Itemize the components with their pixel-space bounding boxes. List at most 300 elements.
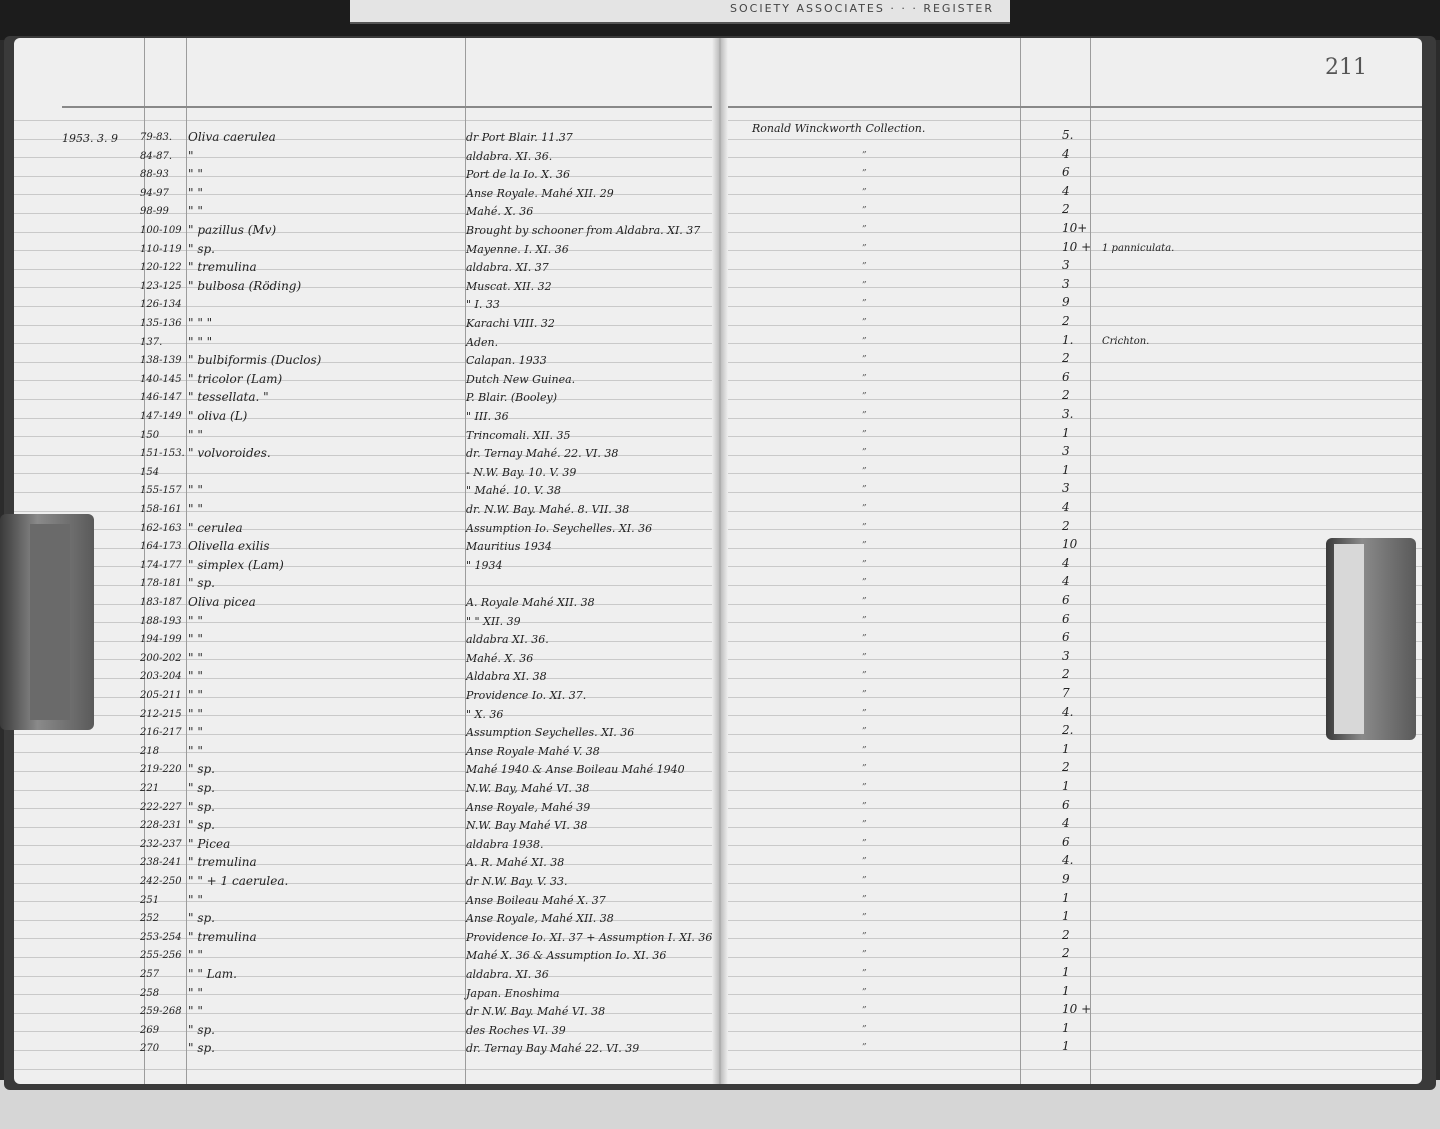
- ruled-line: [14, 1013, 720, 1014]
- ditto-mark: ”: [862, 671, 867, 681]
- page-number: 211: [1325, 55, 1367, 80]
- species-name: " ": [188, 893, 203, 907]
- registration-number: 94-97: [140, 188, 169, 199]
- locality: " X. 36: [466, 708, 504, 721]
- registration-number: 257: [140, 969, 160, 980]
- registration-number: 200-202: [140, 653, 182, 664]
- ruled-line: [14, 306, 720, 307]
- ruled-line: [720, 883, 1422, 884]
- collection-name: Ronald Winckworth Collection.: [752, 122, 926, 135]
- ditto-mark: ”: [862, 616, 867, 626]
- ruled-line: [720, 566, 1422, 567]
- ditto-mark: ”: [862, 802, 867, 812]
- registration-number: 146-147: [140, 392, 182, 403]
- species-name: Oliva picea: [188, 595, 256, 609]
- locality: " I. 33: [466, 298, 500, 311]
- ruled-line: [720, 808, 1422, 809]
- ruled-line: [14, 808, 720, 809]
- species-name: " oliva (L): [188, 409, 248, 423]
- ruled-line: [14, 920, 720, 921]
- locality: Anse Royale. Mahé XII. 29: [466, 187, 614, 200]
- registration-number: 150: [140, 430, 160, 441]
- registration-number: 242-250: [140, 876, 182, 887]
- registration-number: 216-217: [140, 727, 182, 738]
- ditto-mark: ”: [862, 764, 867, 774]
- species-name: " ": [188, 669, 203, 683]
- ditto-mark: ”: [862, 244, 867, 254]
- ruled-line: [14, 901, 720, 902]
- locality: Mahé. X. 36: [466, 205, 534, 218]
- locality: - N.W. Bay. 10. V. 39: [466, 466, 577, 479]
- ruled-line: [720, 845, 1422, 846]
- locality: Anse Royale Mahé V. 38: [466, 745, 600, 758]
- clip-face: [1334, 544, 1364, 734]
- ruled-line: [720, 269, 1422, 270]
- ditto-mark: ”: [862, 820, 867, 830]
- ruled-line: [14, 994, 720, 995]
- locality: Aden.: [466, 336, 499, 349]
- registration-number: 84-87.: [140, 151, 173, 162]
- registration-number: 194-199: [140, 634, 182, 645]
- ditto-mark: ”: [862, 969, 867, 979]
- ruled-line: [720, 641, 1422, 642]
- specimen-count: 2: [1062, 667, 1070, 681]
- registration-number: 162-163: [140, 523, 182, 534]
- locality: aldabra. XI. 36: [466, 968, 549, 981]
- ditto-mark: ”: [862, 932, 867, 942]
- locality: dr. Ternay Bay Mahé 22. VI. 39: [466, 1042, 640, 1055]
- species-name: " tricolor (Lam): [188, 372, 283, 386]
- ruled-line: [14, 250, 720, 251]
- specimen-count: 3: [1062, 258, 1070, 272]
- species-name: " ": [188, 167, 203, 181]
- ruled-line: [14, 157, 720, 158]
- species-name: " ": [188, 688, 203, 702]
- locality: Dutch New Guinea.: [466, 373, 576, 386]
- species-name: Olivella exilis: [188, 539, 270, 553]
- species-name: " ": [188, 428, 203, 442]
- ruled-line: [14, 864, 720, 865]
- registration-number: 222-227: [140, 802, 182, 813]
- ditto-mark: ”: [862, 374, 867, 384]
- ruled-line: [720, 176, 1422, 177]
- right-binder-clip: [1326, 538, 1416, 740]
- specimen-count: 1.: [1062, 333, 1074, 347]
- registration-number: 251: [140, 895, 160, 906]
- species-name: " tremulina: [188, 930, 257, 944]
- ruled-line: [720, 120, 1422, 121]
- ruled-line: [14, 883, 720, 884]
- ruled-line: [14, 176, 720, 177]
- locality: N.W. Bay, Mahé VI. 38: [466, 782, 590, 795]
- locality: aldabra. XI. 37: [466, 261, 549, 274]
- specimen-count: 4: [1062, 574, 1070, 588]
- ruled-line: [720, 1069, 1422, 1070]
- ruled-line: [720, 436, 1422, 437]
- locality: Assumption Io. Seychelles. XI. 36: [466, 522, 653, 535]
- registration-number: 205-211: [140, 690, 182, 701]
- ruled-line: [14, 715, 720, 716]
- ruled-line: [14, 436, 720, 437]
- locality: N.W. Bay Mahé VI. 38: [466, 819, 588, 832]
- species-name: Oliva caerulea: [188, 130, 276, 144]
- left-page: [14, 38, 720, 1084]
- species-name: " pazillus (Mv): [188, 223, 277, 237]
- specimen-count: 2: [1062, 388, 1070, 402]
- locality: Mahé 1940 & Anse Boileau Mahé 1940: [466, 763, 685, 776]
- ditto-mark: ”: [862, 839, 867, 849]
- ditto-mark: ”: [862, 578, 867, 588]
- registration-number: 188-193: [140, 616, 182, 627]
- locality: Muscat. XII. 32: [466, 280, 552, 293]
- ditto-mark: ”: [862, 151, 867, 161]
- ruled-line: [720, 529, 1422, 530]
- specimen-count: 1: [1062, 965, 1070, 979]
- ruled-line: [14, 343, 720, 344]
- ruled-line: [14, 604, 720, 605]
- ditto-mark: ”: [862, 876, 867, 886]
- ruled-line: [14, 790, 720, 791]
- locality: " " XII. 39: [466, 615, 521, 628]
- registration-number: 232-237: [140, 839, 182, 850]
- species-name: " sp.: [188, 576, 215, 590]
- specimen-count: 1: [1062, 463, 1070, 477]
- ruled-line: [14, 678, 720, 679]
- ruled-line: [720, 157, 1422, 158]
- species-name: " ": [188, 502, 203, 516]
- specimen-count: 2: [1062, 202, 1070, 216]
- ruled-line: [720, 976, 1422, 977]
- ruled-line: [720, 994, 1422, 995]
- registration-number: 140-145: [140, 374, 182, 385]
- registration-number: 88-93: [140, 169, 169, 180]
- ditto-mark: ”: [862, 913, 867, 923]
- ditto-mark: ”: [862, 783, 867, 793]
- species-name: " ": [188, 744, 203, 758]
- species-name: " ": [188, 986, 203, 1000]
- species-name: " ": [188, 948, 203, 962]
- species-name: " ": [188, 651, 203, 665]
- registration-number: 151-153.: [140, 448, 185, 459]
- ditto-mark: ”: [862, 1025, 867, 1035]
- remark: Crichton.: [1102, 336, 1150, 347]
- ruled-line: [720, 938, 1422, 939]
- registration-number: 252: [140, 913, 160, 924]
- locality: Calapan. 1933: [466, 354, 547, 367]
- header-rule: [62, 106, 720, 108]
- locality: Aldabra XI. 38: [466, 670, 547, 683]
- registration-number: 98-99: [140, 206, 169, 217]
- ruled-line: [720, 455, 1422, 456]
- registration-number: 221: [140, 783, 160, 794]
- ruled-line: [14, 1069, 720, 1070]
- registration-number: 154: [140, 467, 160, 478]
- ruled-line: [720, 1050, 1422, 1051]
- registration-number: 238-241: [140, 857, 182, 868]
- registration-number: 218: [140, 746, 160, 757]
- ditto-mark: ”: [862, 1043, 867, 1053]
- specimen-count: 1: [1062, 426, 1070, 440]
- ruled-line: [720, 213, 1422, 214]
- ditto-mark: ”: [862, 727, 867, 737]
- species-name: " sp.: [188, 781, 215, 795]
- locality: dr. Ternay Mahé. 22. VI. 38: [466, 447, 619, 460]
- ruled-line: [14, 585, 720, 586]
- species-name: " ": [188, 614, 203, 628]
- registration-number: 183-187: [140, 597, 182, 608]
- registration-number: 258: [140, 988, 160, 999]
- ditto-mark: ”: [862, 950, 867, 960]
- ditto-mark: ”: [862, 206, 867, 216]
- ruled-line: [720, 697, 1422, 698]
- ditto-mark: ”: [862, 318, 867, 328]
- locality: dr. N.W. Bay. Mahé. 8. VII. 38: [466, 503, 630, 516]
- specimen-count: 3: [1062, 277, 1070, 291]
- ruled-line: [720, 604, 1422, 605]
- ruled-line: [14, 399, 720, 400]
- registration-number: 212-215: [140, 709, 182, 720]
- ruled-line: [14, 269, 720, 270]
- specimen-count: 1: [1062, 779, 1070, 793]
- ruled-line: [14, 139, 720, 140]
- specimen-count: 10+: [1062, 221, 1088, 235]
- ruled-line: [14, 380, 720, 381]
- registration-number: 158-161: [140, 504, 182, 515]
- ruled-line: [720, 194, 1422, 195]
- species-name: " sp.: [188, 800, 215, 814]
- species-name: " " ": [188, 335, 213, 349]
- locality: des Roches VI. 39: [466, 1024, 566, 1037]
- specimen-count: 6: [1062, 165, 1070, 179]
- ditto-mark: ”: [862, 597, 867, 607]
- ruled-line: [720, 622, 1422, 623]
- ruled-line: [720, 362, 1422, 363]
- specimen-count: 2: [1062, 351, 1070, 365]
- ruled-line: [720, 492, 1422, 493]
- locality: Port de la Io. X. 36: [466, 168, 570, 181]
- registration-number: 110-119: [140, 244, 182, 255]
- registration-number: 203-204: [140, 671, 182, 682]
- registration-number: 100-109: [140, 225, 182, 236]
- species-name: " " + 1 caerulea.: [188, 874, 289, 888]
- specimen-count: 4: [1062, 556, 1070, 570]
- ruled-line: [720, 585, 1422, 586]
- locality: A. R. Mahé XI. 38: [466, 856, 565, 869]
- top-paper-scrap: [350, 0, 1010, 24]
- locality: Anse Boileau Mahé X. 37: [466, 894, 606, 907]
- locality: Providence Io. XI. 37.: [466, 689, 587, 702]
- ditto-mark: ”: [862, 225, 867, 235]
- species-name: " sp.: [188, 762, 215, 776]
- registration-number: 138-139: [140, 355, 182, 366]
- species-name: " Picea: [188, 837, 231, 851]
- ditto-mark: ”: [862, 355, 867, 365]
- specimen-count: 1: [1062, 891, 1070, 905]
- ditto-mark: ”: [862, 188, 867, 198]
- locality: dr N.W. Bay. Mahé VI. 38: [466, 1005, 606, 1018]
- ruled-line: [14, 492, 720, 493]
- locality: Mauritius 1934: [466, 540, 552, 553]
- register-date: 1953. 3. 9: [62, 132, 118, 145]
- species-name: ": [188, 149, 194, 163]
- registration-number: 79-83.: [140, 132, 173, 143]
- specimen-count: 9: [1062, 295, 1070, 309]
- specimen-count: 2: [1062, 928, 1070, 942]
- specimen-count: 5.: [1062, 128, 1074, 142]
- ditto-mark: ”: [862, 634, 867, 644]
- ditto-mark: ”: [862, 560, 867, 570]
- ditto-mark: ”: [862, 746, 867, 756]
- specimen-count: 3.: [1062, 407, 1074, 421]
- ruled-line: [720, 957, 1422, 958]
- ruled-line: [14, 827, 720, 828]
- species-name: " ": [188, 204, 203, 218]
- ruled-line: [720, 901, 1422, 902]
- locality: dr Port Blair. 11.37: [466, 131, 573, 144]
- specimen-count: 7: [1062, 686, 1070, 700]
- ruled-line: [720, 827, 1422, 828]
- ditto-mark: ”: [862, 169, 867, 179]
- ruled-line: [14, 418, 720, 419]
- book-gutter: [712, 38, 728, 1084]
- locality: Mahé. X. 36: [466, 652, 534, 665]
- specimen-count: 2: [1062, 519, 1070, 533]
- locality: Mayenne. I. XI. 36: [466, 243, 569, 256]
- locality: " 1934: [466, 559, 503, 572]
- specimen-count: 1: [1062, 1039, 1070, 1053]
- ruled-line: [720, 473, 1422, 474]
- ruled-line: [14, 120, 720, 121]
- right-page: [720, 38, 1422, 1084]
- ditto-mark: ”: [862, 299, 867, 309]
- species-name: " bulbosa (Röding): [188, 279, 302, 293]
- locality: Providence Io. XI. 37 + Assumption I. XI. 36: [466, 931, 713, 944]
- ditto-mark: ”: [862, 485, 867, 495]
- registration-number: 135-136: [140, 318, 182, 329]
- top-scrap-text: SOCIETY ASSOCIATES · · · REGISTER: [730, 2, 994, 15]
- specimen-count: 9: [1062, 872, 1070, 886]
- specimen-count: 3: [1062, 444, 1070, 458]
- specimen-count: 10: [1062, 537, 1078, 551]
- specimen-count: 1: [1062, 1021, 1070, 1035]
- species-name: " ": [188, 1004, 203, 1018]
- ruled-line: [720, 678, 1422, 679]
- species-name: " ": [188, 725, 203, 739]
- locality: P. Blair. (Booley): [466, 391, 558, 404]
- specimen-count: 2.: [1062, 723, 1074, 737]
- ruled-line: [14, 213, 720, 214]
- species-name: " sp.: [188, 818, 215, 832]
- registration-number: 253-254: [140, 932, 182, 943]
- specimen-count: 4: [1062, 184, 1070, 198]
- locality: Mahé X. 36 & Assumption Io. XI. 36: [466, 949, 667, 962]
- ruled-line: [720, 1031, 1422, 1032]
- specimen-count: 6: [1062, 593, 1070, 607]
- specimen-count: 2: [1062, 946, 1070, 960]
- specimen-count: 3: [1062, 649, 1070, 663]
- locality: " Mahé. 10. V. 38: [466, 484, 561, 497]
- ditto-mark: ”: [862, 690, 867, 700]
- locality: aldabra XI. 36.: [466, 633, 549, 646]
- ditto-mark: ”: [862, 541, 867, 551]
- specimen-count: 4: [1062, 147, 1070, 161]
- species-name: " ": [188, 483, 203, 497]
- species-name: " " ": [188, 316, 213, 330]
- registration-number: 126-134: [140, 299, 182, 310]
- locality: " III. 36: [466, 410, 509, 423]
- specimen-count: 4: [1062, 500, 1070, 514]
- locality: Trincomali. XII. 35: [466, 429, 571, 442]
- specimen-count: 10 +: [1062, 1002, 1092, 1016]
- species-name: " bulbiformis (Duclos): [188, 353, 322, 367]
- ditto-mark: ”: [862, 337, 867, 347]
- ruled-line: [14, 697, 720, 698]
- ruled-line: [14, 641, 720, 642]
- species-name: " simplex (Lam): [188, 558, 284, 572]
- specimen-count: 6: [1062, 612, 1070, 626]
- ditto-mark: ”: [862, 653, 867, 663]
- ruled-line: [14, 845, 720, 846]
- clip-face: [30, 524, 70, 720]
- ditto-mark: ”: [862, 281, 867, 291]
- species-name: " cerulea: [188, 521, 243, 535]
- ruled-line: [14, 976, 720, 977]
- species-name: " sp.: [188, 1023, 215, 1037]
- ruled-line: [14, 325, 720, 326]
- ditto-mark: ”: [862, 895, 867, 905]
- ruled-line: [14, 752, 720, 753]
- specimen-count: 2: [1062, 760, 1070, 774]
- ditto-mark: ”: [862, 467, 867, 477]
- ruled-line: [720, 659, 1422, 660]
- ruled-line: [14, 1031, 720, 1032]
- column-divider: [1020, 38, 1021, 1084]
- locality: Anse Royale, Mahé 39: [466, 801, 591, 814]
- registration-number: 123-125: [140, 281, 182, 292]
- registration-number: 120-122: [140, 262, 182, 273]
- ruled-line: [720, 399, 1422, 400]
- locality: dr N.W. Bay. V. 33.: [466, 875, 568, 888]
- locality: Brought by schooner from Aldabra. XI. 37: [466, 224, 701, 237]
- ruled-line: [720, 771, 1422, 772]
- left-binder-clip: [0, 514, 94, 730]
- ruled-line: [720, 752, 1422, 753]
- ditto-mark: ”: [862, 709, 867, 719]
- ruled-line: [14, 659, 720, 660]
- specimen-count: 3: [1062, 481, 1070, 495]
- ruled-line: [720, 287, 1422, 288]
- locality: Anse Royale, Mahé XII. 38: [466, 912, 614, 925]
- specimen-count: 2: [1062, 314, 1070, 328]
- ruled-line: [14, 194, 720, 195]
- ruled-line: [14, 622, 720, 623]
- remark: 1 panniculata.: [1102, 243, 1175, 254]
- registration-number: 270: [140, 1043, 160, 1054]
- column-divider: [1090, 38, 1091, 1084]
- specimen-count: 1: [1062, 742, 1070, 756]
- ditto-mark: ”: [862, 411, 867, 421]
- ditto-mark: ”: [862, 988, 867, 998]
- registration-number: 219-220: [140, 764, 182, 775]
- species-name: " volvoroides.: [188, 446, 271, 460]
- ruled-line: [720, 380, 1422, 381]
- registration-number: 259-268: [140, 1006, 182, 1017]
- registration-number: 269: [140, 1025, 160, 1036]
- ruled-line: [14, 473, 720, 474]
- registration-number: 147-149: [140, 411, 182, 422]
- ruled-line: [720, 920, 1422, 921]
- locality: aldabra 1938.: [466, 838, 544, 851]
